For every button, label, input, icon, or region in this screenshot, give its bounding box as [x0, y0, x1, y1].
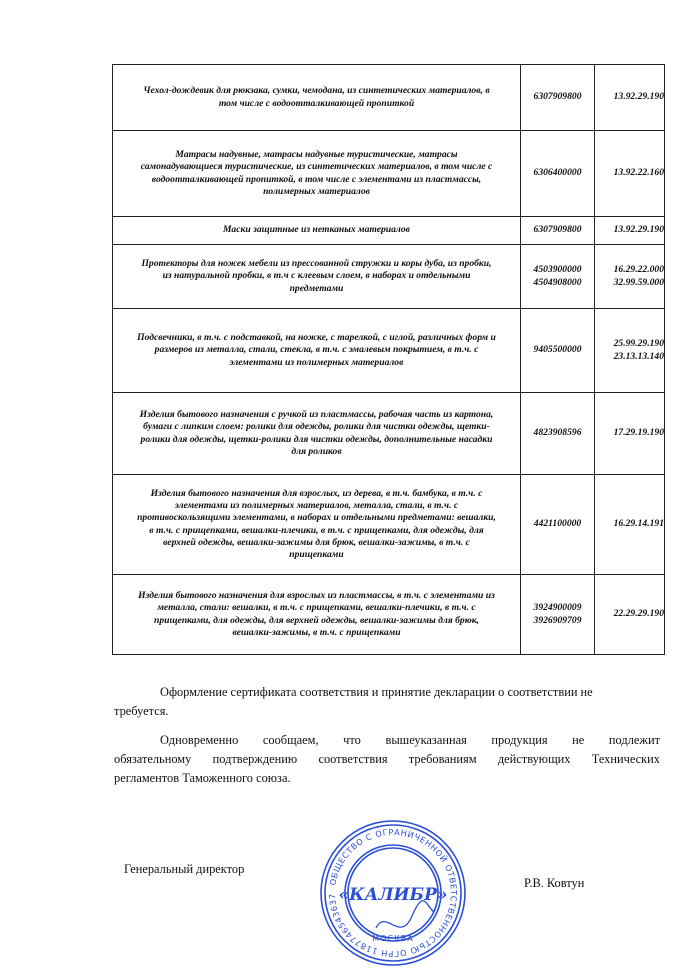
paragraph-line: регламентов Таможенного союза.: [114, 771, 291, 785]
okpd2-code-cell: [595, 217, 665, 245]
product-description-line: из натуральной пробки, в т.ч с клеевым слоем, в наборах и отдельными: [162, 270, 471, 282]
tnved-code: 4823908596: [533, 427, 582, 439]
product-description-cell: [113, 131, 521, 217]
tnved-code: 4503900000: [533, 264, 582, 276]
paragraph-line: обязательному подтверждению соответствия требованиям действующих Технических: [114, 752, 660, 766]
product-description-line: размеров из металла, стали, стекла, в т.ч. с эмалевым покрытием, в т.ч. с: [154, 344, 479, 356]
paragraph-line: требуется.: [114, 704, 169, 718]
seal-ring-text: ОБЩЕСТВО С ОГРАНИЧЕННОЙ ОТВЕТСТВЕННОСТЬЮ ОГРН 1187746543637: [326, 826, 460, 960]
tnved-code-cell: [521, 131, 595, 217]
tnved-code-cell: [521, 575, 595, 655]
tnved-code: 3926909709: [533, 614, 582, 626]
signatory-name: Р.В. Ковтун: [524, 876, 585, 890]
okpd2-code-cell: [595, 65, 665, 131]
table-row: [113, 393, 665, 475]
product-description-line: водоотталкивающей пропиткой, в том числе с элементами из пластмассы,: [151, 173, 482, 185]
product-description-line: элементами из полимерных материалов: [229, 356, 404, 368]
product-description-line: элементами из полимерных материалов, металла, стали, в т.ч. с: [174, 500, 459, 512]
product-description-line: для роликов: [291, 445, 342, 457]
company-seal-stamp: [316, 816, 470, 970]
tnved-code: 3924900009: [533, 602, 582, 614]
table-row: [113, 131, 665, 217]
product-description-line: верхней одежды, вешалки-зажимы для брюк, вешалки-зажимы, в т.ч. с: [163, 536, 470, 548]
signatory-position: Генеральный директор: [124, 862, 245, 876]
product-description-line: прищепками, для одежды, для верхней одежды, вешалки-зажимы для брюк,: [153, 614, 479, 626]
paragraph-line: Одновременно сообщаем, что вышеуказанная продукция не подлежит: [160, 733, 660, 747]
tnved-code-cell: [521, 309, 595, 393]
product-description-line: предметами: [289, 282, 344, 294]
table-row: [113, 309, 665, 393]
tnved-code: 4504908000: [533, 276, 582, 288]
paragraph-certificate-not-required: [114, 683, 660, 721]
product-description-line: ролики для одежды, щетки-ролики для чистки одежды, дополнительные насадки: [140, 433, 493, 445]
product-description-cell: [113, 475, 521, 575]
paragraph-line: Оформление сертификата соответствия и принятие декларации о соответствии не: [160, 685, 593, 699]
seal-company-name: «КАЛИБР»: [338, 885, 448, 905]
okpd2-code: 25.99.29.190: [613, 338, 664, 350]
tnved-code-cell: [521, 217, 595, 245]
seal-city: МОСКВА: [372, 934, 414, 943]
table-row: [113, 575, 665, 655]
product-description-cell: [113, 65, 521, 131]
okpd2-code: 23.13.13.140: [613, 350, 664, 362]
tnved-code-cell: [521, 245, 595, 309]
tnved-code: 4421100000: [533, 518, 582, 530]
product-description-line: Изделия бытового назначения с ручкой из пластмассы, рабочая часть из картона,: [139, 409, 494, 421]
product-description-line: Матрасы надувные, матрасы надувные туристические, матрасы: [175, 149, 458, 161]
okpd2-code: 13.92.29.190: [613, 224, 664, 236]
tnved-code-cell: [521, 393, 595, 475]
tnved-code-cell: [521, 65, 595, 131]
product-description-line: Чехол-дождевик для рюкзака, сумки, чемодана, из синтетических материалов, в: [143, 85, 490, 97]
okpd2-code: 13.92.22.160: [613, 167, 664, 179]
okpd2-code: 16.29.14.191: [613, 518, 664, 530]
paragraph-no-mandatory-confirmation: [114, 731, 660, 788]
product-description-line: металла, стали: вешалки, в т.ч. с прищепками, вешалки-плечики, в т.ч. с: [157, 602, 476, 614]
product-description-line: том числе с водоотталкивающей пропиткой: [218, 97, 415, 109]
product-description-line: противоскользящими элементами, в наборах и отдельными предметами: вешалки,: [137, 512, 496, 524]
okpd2-code-cell: [595, 309, 665, 393]
table-row: [113, 217, 665, 245]
product-description-cell: [113, 245, 521, 309]
okpd2-code: 17.29.19.190: [613, 427, 664, 439]
products-table: [112, 64, 665, 655]
product-description-line: Изделия бытового назначения для взрослых из пластмассы, в т.ч. с элементами из: [138, 590, 495, 602]
product-description-cell: [113, 575, 521, 655]
okpd2-code-cell: [595, 131, 665, 217]
okpd2-code: 32.99.59.000: [613, 276, 664, 288]
product-description-line: самонадувающиеся туристические, из синтетических материалов, в том числе с: [140, 161, 493, 173]
product-description-line: бумаги с липким слоем: ролики для одежды, ролики для чистки одежды, щетки-: [143, 421, 490, 433]
product-description-line: прищепками: [289, 548, 344, 560]
product-description-line: в т.ч. с прищепками, вешалки-плечики, в т.ч. с прищепками, для одежды, для: [149, 524, 484, 536]
tnved-code: 9405500000: [533, 344, 582, 356]
tnved-code: 6306400000: [533, 167, 582, 179]
okpd2-code-cell: [595, 575, 665, 655]
okpd2-code-cell: [595, 393, 665, 475]
product-description-cell: [113, 393, 521, 475]
tnved-code: 6307909800: [533, 224, 582, 236]
product-description-line: Подсвечники, в т.ч. с подставкой, на ножке, с тарелкой, с иглой, различных форм и: [137, 332, 496, 344]
product-description-cell: [113, 309, 521, 393]
product-description-line: полимерных материалов: [263, 185, 370, 197]
table-row: [113, 245, 665, 309]
tnved-code: 6307909800: [533, 91, 582, 103]
product-description-line: вешалки-зажимы, в т.ч. с прищепками: [232, 626, 401, 638]
tnved-code-cell: [521, 475, 595, 575]
table-row: [113, 65, 665, 131]
okpd2-code: 16.29.22.000: [613, 264, 664, 276]
product-description-line: Протекторы для ножек мебели из прессованной стружки и коры дуба, из пробки,: [141, 258, 492, 270]
okpd2-code-cell: [595, 245, 665, 309]
table-row: [113, 475, 665, 575]
okpd2-code: 13.92.29.190: [613, 91, 664, 103]
product-description-cell: [113, 217, 521, 245]
okpd2-code-cell: [595, 475, 665, 575]
okpd2-code: 22.29.29.190: [613, 608, 664, 620]
product-description-line: Изделия бытового назначения для взрослых, из дерева, в т.ч. бамбука, в т.ч. с: [150, 487, 483, 499]
product-description-line: Маски защитные из нетканых материалов: [223, 224, 410, 236]
